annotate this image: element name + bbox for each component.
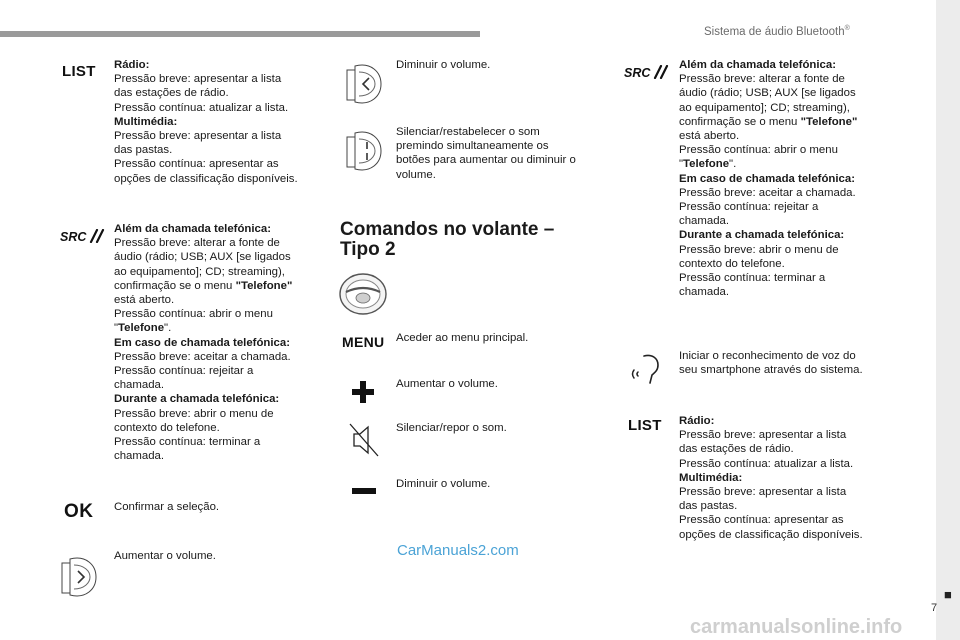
ok-button-label: OK xyxy=(64,501,94,522)
src-button-label: SRC xyxy=(60,229,106,244)
volume-up-description: Aumentar o volume. xyxy=(114,550,216,562)
menu-button-label: MENU xyxy=(342,334,385,350)
steering-stalk-icon xyxy=(341,60,387,108)
phone-slash-icon xyxy=(88,229,106,243)
minus-description: Diminuir o volume. xyxy=(396,478,491,490)
src-button-label: SRC xyxy=(624,65,670,80)
watermark-carmanuals2: CarManuals2.com xyxy=(397,542,519,559)
volume-down-description: Diminuir o volume. xyxy=(396,59,491,71)
menu-description: Aceder ao menu principal. xyxy=(396,332,529,344)
list-description: Rádio: Pressão breve: apresentar a lista das estações de rádio. Pressão contínua: atualizar a lista. Multimédia: Pressão breve: apresentar a lista das pastas. Pressão contínua: apresentar as opções de classificação disponíveis. xyxy=(679,415,863,541)
voice-description: Iniciar o reconhecimento de voz do seu smartphone através do sistema. xyxy=(679,350,863,377)
phone-slash-icon xyxy=(652,65,670,79)
src-description: Além da chamada telefónica: Pressão breve: alterar a fonte de áudio (rádio; USB; AUX [se ligados ao equipamento]; CD; streaming), confirmação se o menu "Telefone" está aberto. Pressão contínua: abrir o menu "Telefone". Em caso de chamada telefónica: Pressão breve: aceitar a chamada. Pressão contínua: rejeitar a chamada. Durante a chamada telefónica: Pressão breve: abrir o menu de contexto do telefone. Pressão contínua: terminar a chamada. xyxy=(679,59,858,299)
list-button-label: LIST xyxy=(62,63,96,80)
section-title: Comandos no volante – Tipo 2 xyxy=(340,219,555,260)
ok-description: Confirmar a seleção. xyxy=(114,501,220,513)
steering-stalk-icon xyxy=(341,127,387,175)
steering-wheel-icon xyxy=(336,270,390,318)
mute-speaker-icon xyxy=(348,422,380,458)
steering-stalk-icon xyxy=(56,553,102,601)
watermark-carmanualsonline: carmanualsonline.info xyxy=(690,616,903,638)
src-description: Além da chamada telefónica: Pressão breve: alterar a fonte de áudio (rádio; USB; AUX [se ligados ao equipamento]; CD; streaming), confirmação se o menu "Telefone" está aberto. Pressão contínua: abrir o menu "Telefone". Em caso de chamada telefónica: Pressão breve: aceitar a chamada. Pressão contínua: rejeitar a chamada. Durante a chamada telefónica: Pressão breve: abrir o menu de contexto do telefone. Pressão contínua: terminar a chamada. xyxy=(114,223,293,463)
plus-icon xyxy=(351,380,375,404)
plus-description: Aumentar o volume. xyxy=(396,378,498,390)
mute-description: Silenciar/repor o som. xyxy=(396,422,507,434)
side-strip xyxy=(936,0,960,640)
list-button-label: LIST xyxy=(628,417,662,434)
mute-combo-description: Silenciar/restabelecer o som premindo simultaneamente os botões para aumentar ou diminuir o volume. xyxy=(396,126,576,181)
page-number: 7 xyxy=(931,602,938,614)
page-marker: ■ xyxy=(944,587,952,602)
minus-icon xyxy=(352,487,376,495)
voice-recognition-icon xyxy=(628,352,664,386)
page-header-title: Sistema de áudio Bluetooth® xyxy=(704,25,850,38)
header-rule xyxy=(0,31,480,37)
list-description: Rádio: Pressão breve: apresentar a lista das estações de rádio. Pressão contínua: atualizar a lista. Multimédia: Pressão breve: apresentar a lista das pastas. Pressão contínua: apresentar as opções de classificação disponíveis. xyxy=(114,59,298,185)
